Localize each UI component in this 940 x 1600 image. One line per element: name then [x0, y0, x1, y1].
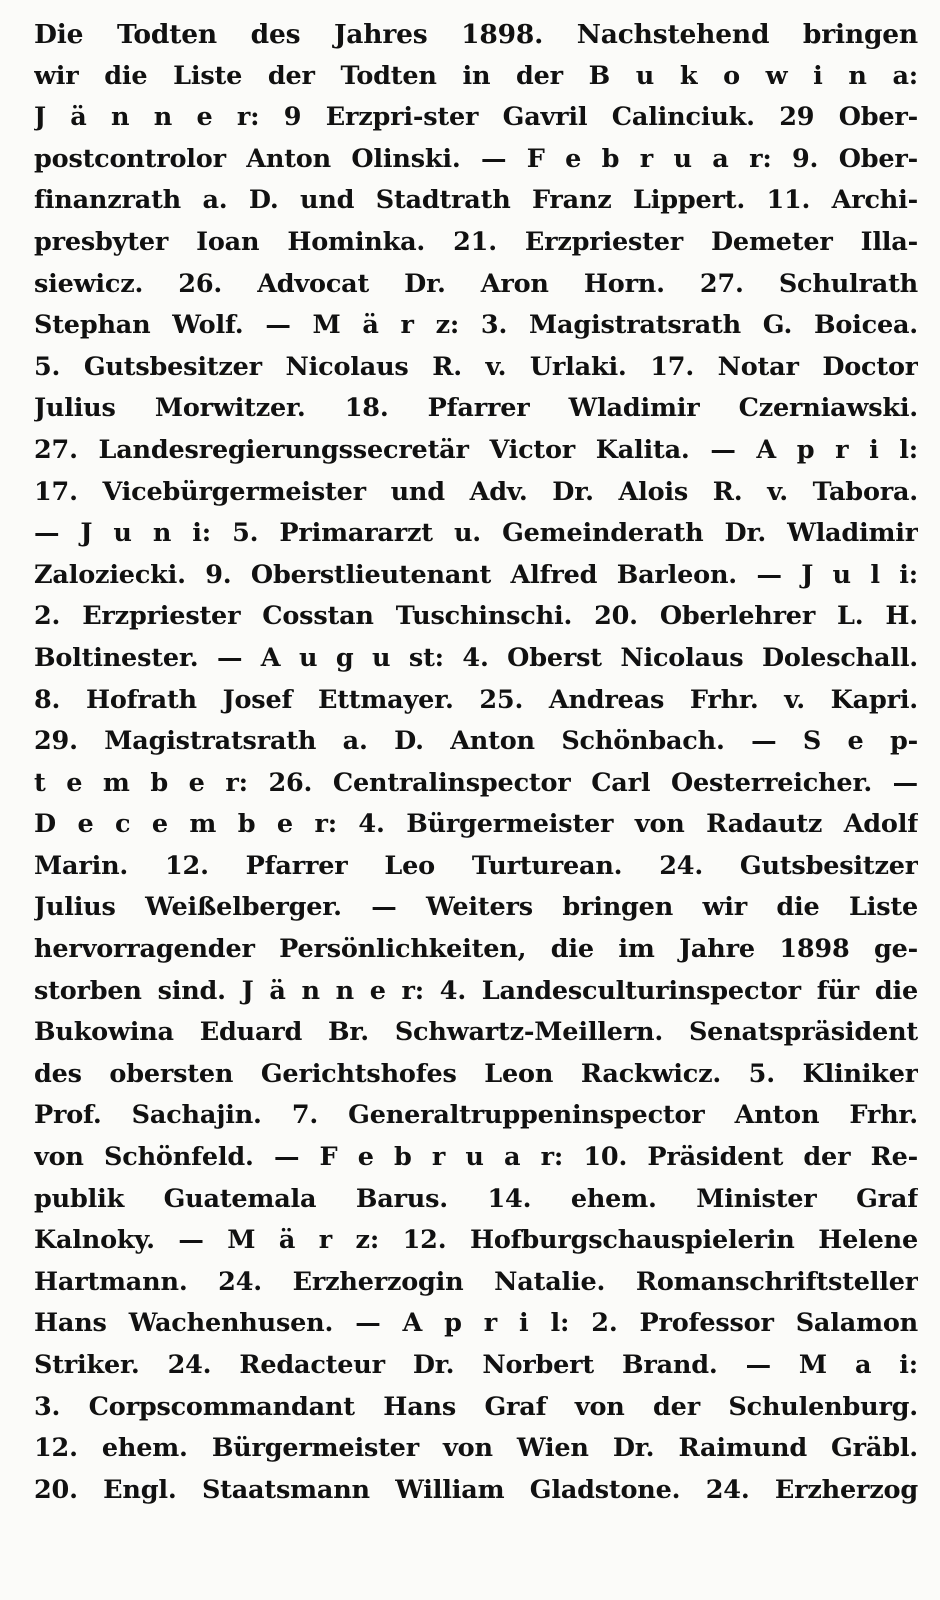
- article-line-36: 20. Engl. Staatsmann William Gladstone. 24. Erzherzog: [34, 1474, 918, 1505]
- article-line-28: von Schönfeld. — F e b r u a r: 10. Präsident der Re-: [34, 1142, 918, 1173]
- article-line-4: postcontrolor Anton Olinski. — F e b r u a r: 9. Ober-: [34, 143, 918, 174]
- article-line-12: 17. Vicebürgermeister und Adv. Dr. Alois R. v. Tabora.: [34, 476, 918, 507]
- article-line-10: Julius Morwitzer. 18. Pfarrer Wladimir Czerniawski.: [34, 393, 918, 424]
- article-line-25: Bukowina Eduard Br. Schwartz-Meillern. Senatspräsident: [34, 1017, 918, 1048]
- article-line-35: 12. ehem. Bürgermeister von Wien Dr. Raimund Gräbl.: [34, 1433, 918, 1464]
- article-line-9: 5. Gutsbesitzer Nicolaus R. v. Urlaki. 17. Notar Doctor: [34, 351, 918, 382]
- article-line-33: Striker. 24. Redacteur Dr. Norbert Brand. — M a i:: [34, 1350, 918, 1380]
- article-line-24: storben sind. J ä n n e r: 4. Landesculturinspector für die: [34, 975, 918, 1006]
- article-line-5: finanzrath a. D. und Stadtrath Franz Lippert. 11. Archi-: [34, 185, 918, 216]
- article-line-14: Zaloziecki. 9. Oberstlieutenant Alfred Barleon. — J u l i:: [34, 559, 918, 590]
- article-line-29: publik Guatemala Barus. 14. ehem. Minister Graf: [34, 1183, 918, 1214]
- article-line-8: Stephan Wolf. — M ä r z: 3. Magistratsrath G. Boicea.: [34, 310, 918, 341]
- article-line-13: — J u n i: 5. Primararzt u. Gemeinderath Dr. Wladimir: [34, 518, 918, 549]
- article-line-17: 8. Hofrath Josef Ettmayer. 25. Andreas Frhr. v. Kapri.: [34, 684, 918, 715]
- article-line-1: Die Todten des Jahres 1898. Nachstehend bringen: [34, 19, 918, 50]
- article-line-30: Kalnoky. — M ä r z: 12. Hofburgschauspielerin Helene: [34, 1225, 918, 1256]
- article-line-3: J ä n n e r: 9 Erzpri-ster Gavril Calinciuk. 29 Ober-: [34, 102, 918, 133]
- article-line-2: wir die Liste der Todten in der B u k o w i n a:: [34, 60, 918, 91]
- article-line-20: D e c e m b e r: 4. Bürgermeister von Radautz Adolf: [34, 809, 918, 840]
- article-line-18: 29. Magistratsrath a. D. Anton Schönbach. — S e p-: [34, 726, 918, 757]
- article-line-19: t e m b e r: 26. Centralinspector Carl Oesterreicher. —: [34, 767, 918, 798]
- article-column: [34, 14, 918, 1511]
- article-line-6: presbyter Ioan Hominka. 21. Erzpriester Demeter Illa-: [34, 226, 918, 257]
- article-line-16: Boltinester. — A u g u st: 4. Oberst Nicolaus Doleschall.: [34, 642, 918, 673]
- article-line-21: Marin. 12. Pfarrer Leo Turturean. 24. Gutsbesitzer: [34, 850, 918, 881]
- article-line-34: 3. Corpscommandant Hans Graf von der Schulenburg.: [34, 1391, 918, 1422]
- article-line-15: 2. Erzpriester Cosstan Tuschinschi. 20. Oberlehrer L. H.: [34, 601, 918, 632]
- article-line-11: 27. Landesregierungssecretär Victor Kalita. — A p r i l:: [34, 434, 918, 465]
- article-line-26: des obersten Gerichtshofes Leon Rackwicz. 5. Kliniker: [34, 1058, 918, 1089]
- article-line-22: Julius Weißelberger. — Weiters bringen wir die Liste: [34, 892, 918, 923]
- article-line-23: hervorragender Persönlichkeiten, die im Jahre 1898 ge-: [34, 934, 918, 965]
- article-line-27: Prof. Sachajin. 7. Generaltruppeninspector Anton Frhr.: [34, 1100, 918, 1131]
- article-line-32: Hans Wachenhusen. — A p r i l: 2. Professor Salamon: [34, 1308, 918, 1339]
- article-line-7: siewicz. 26. Advocat Dr. Aron Horn. 27. Schulrath: [34, 268, 918, 299]
- article-line-31: Hartmann. 24. Erzherzogin Natalie. Romanschriftsteller: [34, 1266, 918, 1297]
